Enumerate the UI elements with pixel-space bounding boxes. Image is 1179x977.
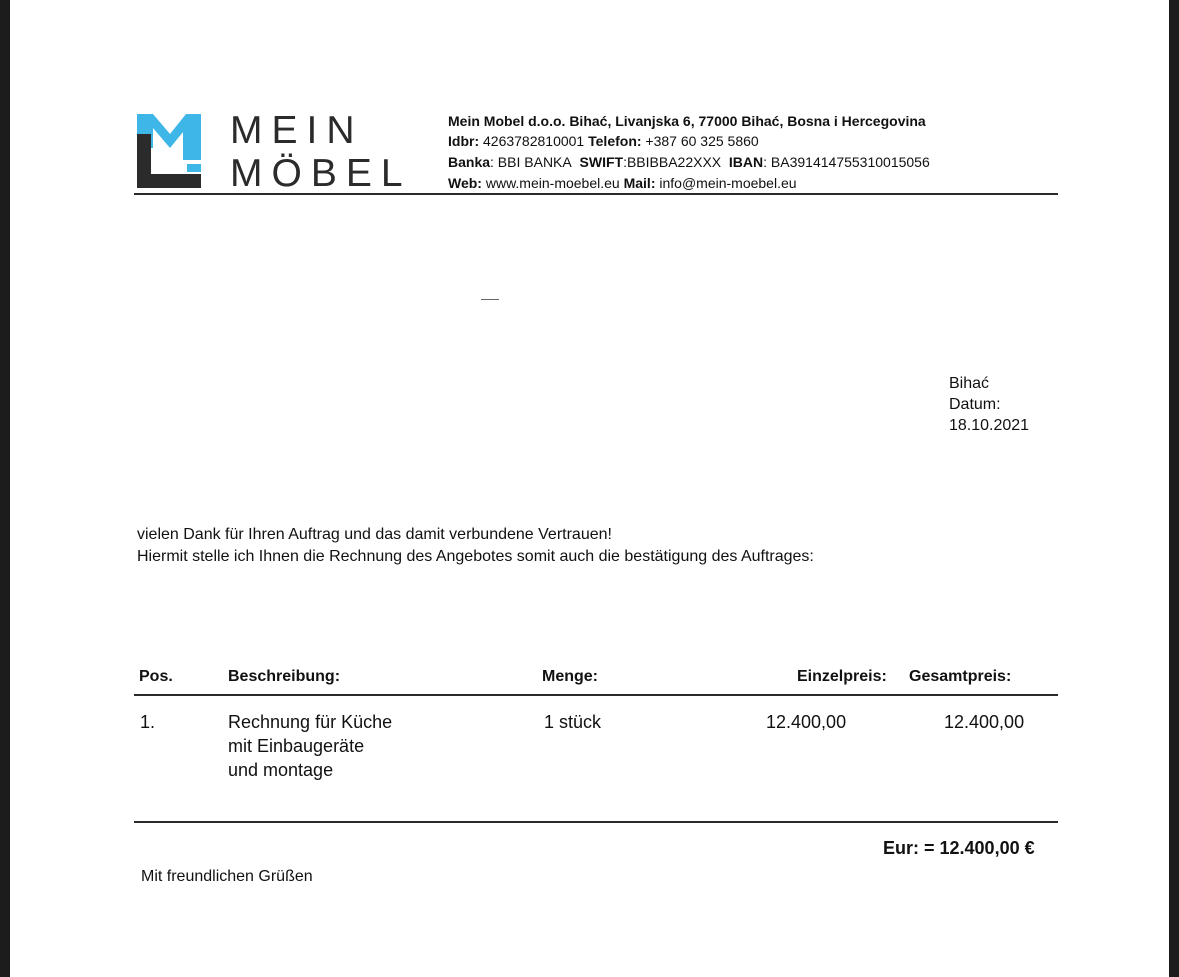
logo-word-mein: MEIN [230,109,364,152]
header-divider [134,193,1058,195]
web-value: www.mein-moebel.eu [485,175,620,191]
col-header-beschreibung: Beschreibung: [228,668,341,685]
table-header-divider [134,694,1058,696]
col-header-gesamtpreis: Gesamtpreis: [909,668,1012,685]
row-pos: 1. [140,712,156,732]
row-beschreibung-line: und montage [228,760,334,780]
iban-label: IBAN [728,154,764,170]
swift-value: :BBIBBA22XXX [623,154,722,170]
iban-value: : BA391414755310015056 [763,154,930,170]
total-amount: Eur: = 12.400,00 € [883,838,1035,858]
address-placeholder-mark [481,299,499,300]
web-label: Web: [448,175,482,191]
closing-greeting: Mit freundlichen Grüßen [141,868,313,885]
invoice-page [10,0,1169,977]
date-value: 18.10.2021 [949,417,1030,434]
row-einzelpreis: 12.400,00 [766,712,847,732]
logo-word-moebel: MÖBEL [230,152,412,195]
company-address: Mein Mobel d.o.o. Bihać, Livanjska 6, 77000 Bihać, Bosna i Hercegovina [448,113,926,129]
company-web [448,173,797,193]
row-gesamtpreis: 12.400,00 [944,712,1025,732]
col-header-einzelpreis: Einzelpreis: [797,668,887,685]
row-menge: 1 stück [544,712,602,732]
mein-moebel-logo-icon [137,114,203,188]
col-header-menge: Menge: [542,668,598,685]
swift-label: SWIFT [579,154,624,170]
date-label: Datum: [949,396,1001,413]
mail-value: info@mein-moebel.eu [659,175,797,191]
idbr-value: 4263782810001 [483,133,585,149]
banka-label: Banka [448,154,491,170]
mail-label: Mail: [623,175,656,191]
company-ids [448,131,759,151]
row-beschreibung-line: mit Einbaugeräte [228,736,365,756]
body-line-thanks: vielen Dank für Ihren Auftrag und das damit verbundene Vertrauen! [137,526,612,543]
idbr-label: Idbr: [448,133,480,149]
table-bottom-divider [134,821,1058,823]
banka-value: : BBI BANKA [490,154,572,170]
telefon-value: +387 60 325 5860 [645,133,759,149]
body-line-invoice: Hiermit stelle ich Ihnen die Rechnung des Angebotes somit auch die bestätigung des Auftrages: [137,548,814,565]
col-header-pos: Pos. [139,668,173,685]
company-bank [448,152,930,172]
telefon-label: Telefon: [588,133,642,149]
place-city: Bihać [949,375,990,392]
row-beschreibung [228,710,458,782]
row-beschreibung-line: Rechnung für Küche [228,712,393,732]
